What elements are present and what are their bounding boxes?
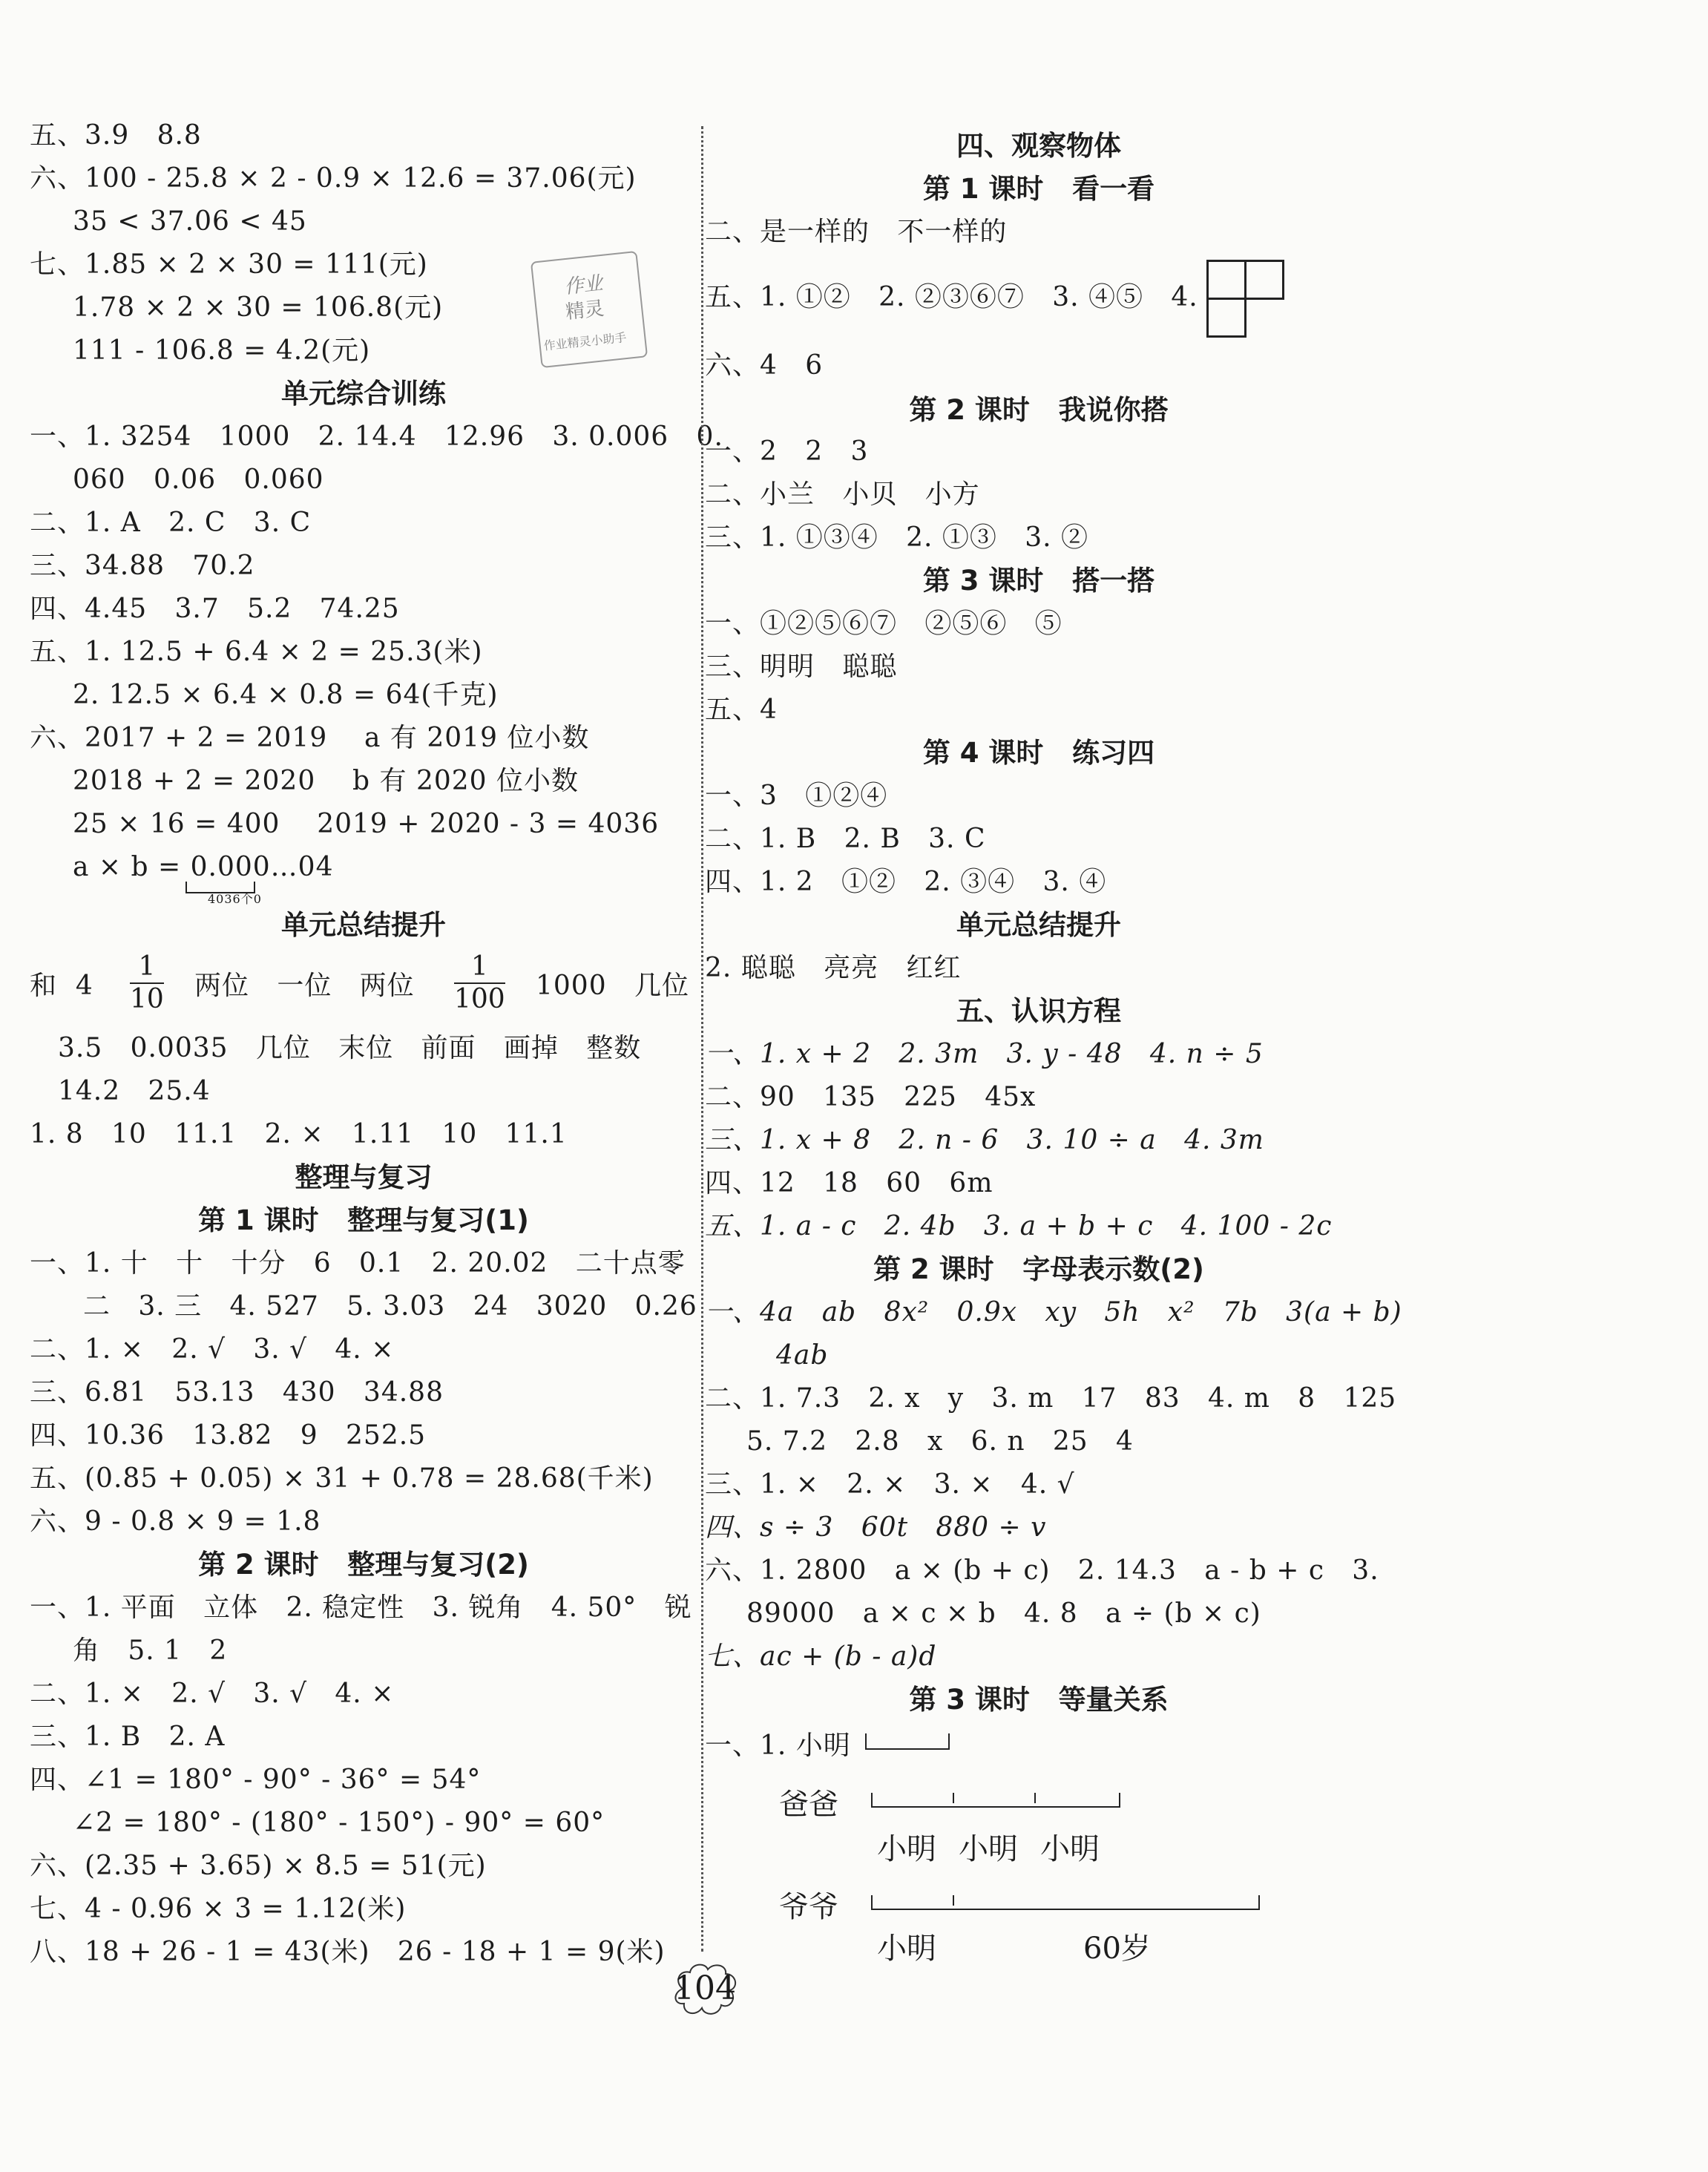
answer-line: 一、3 ①②④ <box>705 781 888 811</box>
answer-line: 七、4 - 0.96 × 3 = 1.12(米) <box>30 1894 407 1924</box>
lesson-title: 第 1 课时 整理与复习(1) <box>198 1204 529 1236</box>
answer-line: 5. 7.2 2.8 x 6. n 25 4 <box>746 1426 1134 1457</box>
answer-line: 六、9 - 0.8 × 9 = 1.8 <box>30 1506 321 1537</box>
answer-line: 三、1. × 2. × 3. × 4. √ <box>705 1469 1075 1500</box>
stamp-text: 作业 <box>563 272 605 299</box>
answer-line: 三、明明 聪聪 <box>705 652 898 682</box>
answer-line: 二、90 135 225 45x <box>705 1082 1037 1112</box>
answer-line: 二、1. × 2. √ 3. √ 4. × <box>30 1679 395 1709</box>
answer-line: 四、s ÷ 3 60t 880 ÷ v <box>705 1512 1047 1543</box>
lesson-title: 第 4 课时 练习四 <box>922 737 1155 769</box>
view-square <box>1206 260 1246 300</box>
answer-line: 一、2 2 3 <box>705 436 869 467</box>
lesson-title: 第 2 课时 我说你搭 <box>909 394 1169 426</box>
answer-line: 060 0.06 0.060 <box>73 465 324 495</box>
answer-line: 一、1. x + 2 2. 3m 3. y - 48 4. n ÷ 5 <box>705 1039 1264 1069</box>
answer-line: ∠2 = 180° - (180° - 150°) - 90° = 60° <box>73 1808 605 1838</box>
brace-note: 4036个0 <box>208 892 262 906</box>
section-title: 四、观察物体 <box>956 130 1121 162</box>
segment-label: 小明 <box>1040 1832 1100 1866</box>
denominator: 100 <box>454 984 505 1014</box>
lesson-title: 第 2 课时 字母表示数(2) <box>873 1253 1204 1285</box>
answer-line: 二、是一样的 不一样的 <box>705 217 1008 247</box>
answer-line: 七、ac + (b - a)d <box>705 1641 937 1672</box>
answer-line: 四、∠1 = 180° - 90° - 36° = 54° <box>30 1765 482 1795</box>
answer-line: 二、1. 7.3 2. x y 3. m 17 83 4. m 8 125 <box>705 1383 1397 1414</box>
answer-line: 二、1. A 2. C 3. C <box>30 508 312 538</box>
segment-label: 小明 <box>877 1932 936 1966</box>
answer-line: 三、34.88 70.2 <box>30 551 255 581</box>
answer-line: 五、(0.85 + 0.05) × 31 + 0.78 = 28.68(千米) <box>30 1463 654 1494</box>
answer-line: 89000 a × c × b 4. 8 a ÷ (b × c) <box>746 1598 1261 1629</box>
answer-line: 八、18 + 26 - 1 = 43(米) 26 - 18 + 1 = 9(米) <box>30 1937 666 1967</box>
answer-line: 四、4.45 3.7 5.2 74.25 <box>30 594 400 624</box>
segment-bar <box>871 1793 1120 1808</box>
answer-line: 二、1. B 2. B 3. C <box>705 824 986 854</box>
section-title: 五、认识方程 <box>956 995 1121 1027</box>
answer-line: 六、100 - 25.8 × 2 - 0.9 × 12.6 = 37.06(元) <box>30 163 637 194</box>
segment-label: 60岁 <box>1083 1932 1151 1966</box>
answer-line: 111 - 106.8 = 4.2(元) <box>73 335 371 366</box>
denominator: 10 <box>130 984 164 1014</box>
lesson-title: 第 3 课时 搭一搭 <box>922 565 1155 597</box>
column-divider <box>701 126 703 1952</box>
answer-line: 和 4 <box>30 971 93 1001</box>
view-square <box>1206 298 1246 338</box>
answer-line: 七、1.85 × 2 × 30 = 111(元) <box>30 249 428 280</box>
answer-line: 四、12 18 60 6m <box>705 1168 993 1198</box>
answer-line: 五、3.9 8.8 <box>30 120 202 151</box>
segment-bar <box>871 1895 1260 1910</box>
page-number-text: 104 <box>674 1969 736 2007</box>
answer-line: a × b = 0.000…04 <box>73 852 334 882</box>
answer-line: 六、2017 + 2 = 2019 a 有 2019 位小数 <box>30 723 590 753</box>
stamp-text: 精灵 <box>564 297 605 324</box>
answer-line: 三、1. x + 8 2. n - 6 3. 10 ÷ a 4. 3m <box>705 1125 1264 1155</box>
answer-line: 二 3. 三 4. 527 5. 3.03 24 3020 0.26 <box>83 1291 697 1322</box>
answer-line: 二、小兰 小贝 小方 <box>705 479 980 510</box>
segment-tick <box>1034 1793 1036 1803</box>
answer-line: 一、1. 3254 1000 2. 14.4 12.96 3. 0.006 0. <box>30 421 723 452</box>
lesson-title: 第 2 课时 整理与复习(2) <box>198 1549 529 1581</box>
segment-label: 小明 <box>877 1832 936 1866</box>
segment-tick <box>953 1793 954 1803</box>
answer-line: 一、4a ab 8x² 0.9x xy 5h x² 7b 3(a + b) <box>705 1297 1402 1328</box>
answer-line: 五、1. ①② 2. ②③⑥⑦ 3. ④⑤ 4. <box>705 282 1198 312</box>
answer-line: 1.78 × 2 × 30 = 106.8(元) <box>73 292 444 323</box>
dad-label: 爸爸 <box>779 1788 838 1822</box>
answer-line: 14.2 25.4 <box>58 1076 211 1106</box>
answer-line: 三、6.81 53.13 430 34.88 <box>30 1377 444 1408</box>
section-title: 单元综合训练 <box>281 378 446 410</box>
answer-line: 1000 几位 <box>536 971 689 1001</box>
answer-line: 一、1. 小明 <box>705 1730 851 1761</box>
answer-line: 2. 12.5 × 6.4 × 0.8 = 64(千克) <box>73 680 499 710</box>
grandpa-label: 爷爷 <box>779 1890 838 1924</box>
stamp-logo <box>531 251 648 368</box>
answer-line: 一、①②⑤⑥⑦ ②⑤⑥ ⑤ <box>705 608 1062 639</box>
lesson-title: 第 1 课时 看一看 <box>922 173 1155 205</box>
view-square <box>1244 260 1284 300</box>
page-number <box>668 1959 742 2018</box>
answer-line: 2. 聪聪 亮亮 红红 <box>705 953 962 983</box>
answer-line: 三、1. B 2. A <box>30 1722 226 1752</box>
answer-line: 六、(2.35 + 3.65) × 8.5 = 51(元) <box>30 1851 487 1881</box>
answer-line: 一、1. 十 十 十分 6 0.1 2. 20.02 二十点零 <box>30 1248 686 1279</box>
section-title: 整理与复习 <box>295 1161 433 1193</box>
section-title: 单元总结提升 <box>956 909 1121 941</box>
numerator: 1 <box>130 951 164 984</box>
segment-bar <box>865 1733 950 1750</box>
numerator: 1 <box>454 951 505 984</box>
answer-line: 六、4 6 <box>705 350 824 381</box>
answer-line: 25 × 16 = 400 2019 + 2020 - 3 = 4036 <box>73 809 660 839</box>
answer-line: 4ab <box>776 1340 829 1371</box>
segment-label: 小明 <box>959 1832 1018 1866</box>
lesson-title: 第 3 课时 等量关系 <box>909 1684 1169 1716</box>
answer-line: 一、1. 平面 立体 2. 稳定性 3. 锐角 4. 50° 锐 <box>30 1592 692 1623</box>
answer-line: 五、1. 12.5 + 6.4 × 2 = 25.3(米) <box>30 637 483 667</box>
answer-line: 3.5 0.0035 几位 末位 前面 画掉 整数 <box>58 1033 642 1063</box>
stamp-text: 作业精灵小助手 <box>542 330 628 353</box>
answer-line: 三、1. ①③④ 2. ①③ 3. ② <box>705 522 1089 553</box>
fraction <box>454 951 505 1015</box>
answer-line: 两位 一位 两位 <box>194 971 415 1001</box>
section-title: 单元总结提升 <box>281 909 446 941</box>
answer-line: 四、1. 2 ①② 2. ③④ 3. ④ <box>705 867 1107 897</box>
answer-line: 1. 8 10 11.1 2. × 1.11 10 11.1 <box>30 1119 568 1149</box>
fraction <box>130 951 164 1015</box>
answer-line: 二、1. × 2. √ 3. √ 4. × <box>30 1334 395 1365</box>
answer-line: 角 5. 1 2 <box>73 1635 228 1666</box>
answer-line: 六、1. 2800 a × (b + c) 2. 14.3 a - b + c 3. <box>705 1555 1379 1586</box>
answer-line: 五、1. a - c 2. 4b 3. a + b + c 4. 100 - 2c <box>705 1211 1333 1241</box>
answer-line: 35 < 37.06 < 45 <box>73 206 307 237</box>
answer-line: 五、4 <box>705 695 778 725</box>
answer-line: 四、10.36 13.82 9 252.5 <box>30 1420 427 1451</box>
answer-line: 2018 + 2 = 2020 b 有 2020 位小数 <box>73 766 579 796</box>
segment-tick <box>953 1895 954 1906</box>
